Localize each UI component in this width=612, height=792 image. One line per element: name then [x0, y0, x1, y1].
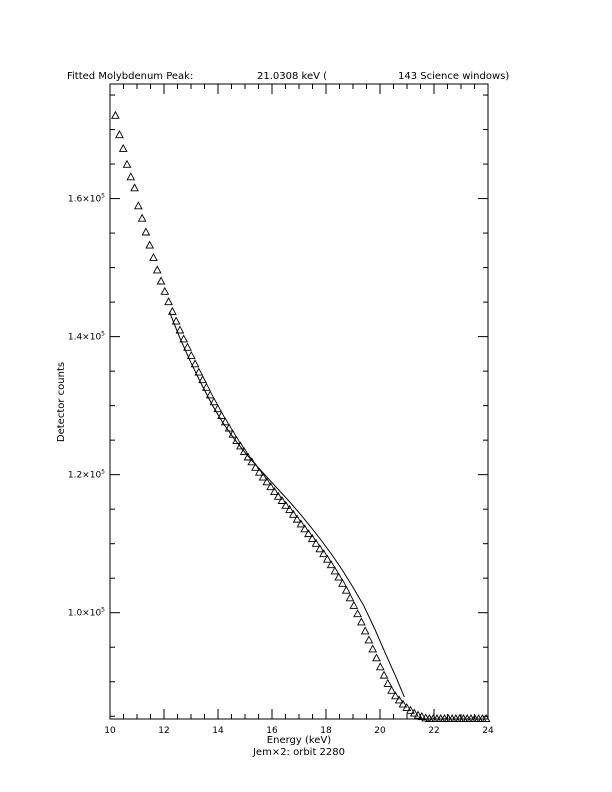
data-point — [320, 550, 327, 557]
data-point — [222, 418, 229, 425]
data-point — [165, 298, 172, 305]
data-point — [331, 567, 338, 574]
data-point — [116, 131, 123, 138]
x-tick-label: 16 — [266, 726, 278, 736]
data-point — [294, 516, 301, 523]
data-point — [456, 715, 463, 722]
data-point — [343, 587, 350, 594]
x-tick-label: 22 — [428, 726, 440, 736]
title-right: 143 Science windows) — [398, 71, 510, 82]
data-point — [312, 540, 319, 547]
data-point — [437, 715, 444, 722]
data-point — [142, 228, 149, 235]
data-point — [365, 636, 372, 643]
x-tick-label: 20 — [374, 726, 386, 736]
data-point — [135, 202, 142, 209]
title-left: Fitted Molybdenum Peak: — [67, 71, 194, 82]
data-point — [146, 242, 153, 249]
data-point — [271, 488, 278, 495]
data-point — [157, 277, 164, 284]
x-tick-label: 18 — [320, 726, 332, 736]
data-point — [467, 715, 474, 722]
x-axis-label: Energy (keV) — [266, 735, 332, 746]
data-point — [139, 215, 146, 222]
data-point — [358, 618, 365, 625]
data-point — [373, 654, 380, 661]
data-point — [123, 161, 130, 168]
data-point — [161, 288, 168, 295]
y-tick-label: $1.0\times 10^5$ — [67, 606, 105, 619]
data-point — [369, 645, 376, 652]
data-point — [305, 530, 312, 537]
data-point — [335, 574, 342, 581]
data-point — [464, 715, 471, 722]
data-point — [309, 535, 316, 542]
data-point — [297, 520, 304, 527]
data-point — [154, 266, 161, 273]
data-point — [278, 497, 285, 504]
data-point — [377, 663, 384, 670]
data-point — [339, 580, 346, 587]
data-point — [131, 184, 138, 191]
x-tick-label: 14 — [212, 726, 224, 736]
data-point — [120, 145, 127, 152]
data-point — [150, 254, 157, 261]
data-markers — [112, 112, 490, 722]
x-axis-ticks — [110, 84, 488, 719]
x-tick-label: 24 — [482, 726, 494, 736]
y-axis-ticks — [110, 95, 488, 716]
plot-frame — [110, 84, 488, 719]
y-tick-label: $1.2\times 10^5$ — [67, 468, 105, 481]
data-point — [346, 594, 353, 601]
y-tick-label: $1.4\times 10^5$ — [67, 330, 105, 343]
data-point — [112, 112, 119, 119]
data-point — [286, 506, 293, 513]
data-point — [259, 473, 266, 480]
data-point — [388, 687, 395, 694]
y-axis-label: Detector counts — [56, 361, 67, 443]
data-point — [448, 715, 455, 722]
data-point — [380, 672, 387, 679]
data-point — [430, 715, 437, 722]
data-point — [290, 511, 297, 518]
data-point — [445, 715, 452, 722]
data-point — [301, 525, 308, 532]
data-point — [127, 173, 134, 180]
x-tick-label: 12 — [158, 726, 170, 736]
data-point — [350, 602, 357, 609]
y-axis-tick-labels — [68, 193, 105, 619]
data-point — [452, 715, 459, 722]
data-point — [384, 680, 391, 687]
data-point — [475, 715, 482, 722]
y-tick-label: $1.6\times 10^5$ — [67, 192, 105, 205]
bottom-subtitle: Jem×2: orbit 2280 — [252, 747, 346, 758]
title-middle: 21.0308 keV ( — [257, 71, 328, 82]
x-tick-label: 10 — [104, 726, 116, 736]
data-point — [362, 627, 369, 634]
data-point — [354, 610, 361, 617]
